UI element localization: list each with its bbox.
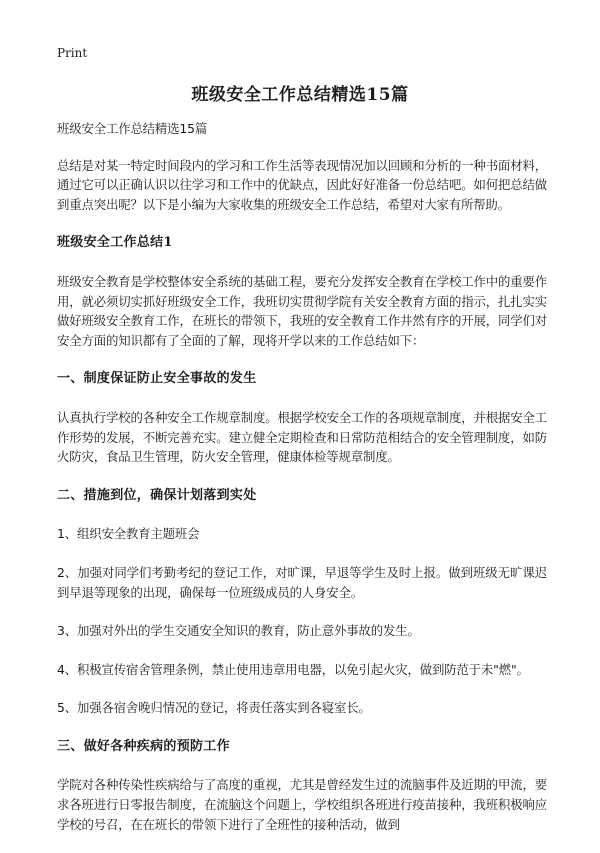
page-title: 班级安全工作总结精选15篇 <box>191 85 409 105</box>
document-subtitle: 班级安全工作总结精选15篇 <box>57 121 208 136</box>
part2-item: 2、加强对同学们考勤考纪的登记工作，对旷课，早退等学生及时上报。做到班级无旷课迟到早退等现象的出现，确保每一位班级成员的人身安全。 <box>57 564 547 600</box>
part2-item: 3、加强对外出的学生交通安全知识的教育，防止意外事故的发生。 <box>57 623 420 639</box>
part2-item: 4、积极宣传宿舍管理条例，禁止使用违章用电器，以免引起火灾，做到防范于未"燃"。 <box>57 661 529 677</box>
part1-heading: 一、制度保证防止安全事故的发生 <box>57 371 257 387</box>
part1-paragraph: 认真执行学校的各种安全工作规章制度。根据学校安全工作的各项规章制度，并根据安全工作形势的发展，不断完善充实。建立健全定期检查和日常防范相结合的安全管理制度，如防火防灾，食品卫生管理，防火安全管理，健康体检等规章制度。 <box>57 409 547 465</box>
print-link[interactable]: Print <box>57 46 88 60</box>
part3-paragraph: 学院对各种传染性疾病给与了高度的重视，尤其是曾经发生过的流脑事件及近期的甲流，要求各班进行日零报告制度，在流脑这个问题上，学校组织各班进行疫苗接种，我班积极响应学校的号召，在在班长的带领下进行了全班性的接种活动，做到 <box>57 777 547 832</box>
part3-heading: 三、做好各种疾病的预防工作 <box>57 738 230 754</box>
part2-item: 5、加强各宿舍晚归情况的登记，将责任落实到各寝室长。 <box>57 700 371 716</box>
document-body <box>57 119 547 853</box>
part2-heading: 二、措施到位，确保计划落到实处 <box>57 487 257 503</box>
section1-heading: 班级安全工作总结1 <box>57 235 173 251</box>
intro-paragraph: 总结是对某一特定时间段内的学习和工作生活等表现情况加以回顾和分析的一种书面材料，通过它可以正确认识以往学习和工作中的优缺点，因此好好准备一份总结吧。如何把总结做到重点突出呢？以下是小编为大家收集的班级安全工作总结，希望对大家有所帮助。 <box>57 157 547 212</box>
part2-item: 1、组织安全教育主题班会 <box>57 526 200 542</box>
section1-intro-paragraph: 班级安全教育是学校整体安全系统的基础工程，要充分发挥安全教育在学校工作中的重要作用，就必须切实抓好班级安全工作，我班切实贯彻学院有关安全教育方面的指示，扎扎实实做好班级安全教育工作，在班长的带领下，我班的安全教育工作井然有序的开展，同学们对安全方面的知识都有了全面的了解，现将开学以来的工作总结如下： <box>57 273 547 348</box>
